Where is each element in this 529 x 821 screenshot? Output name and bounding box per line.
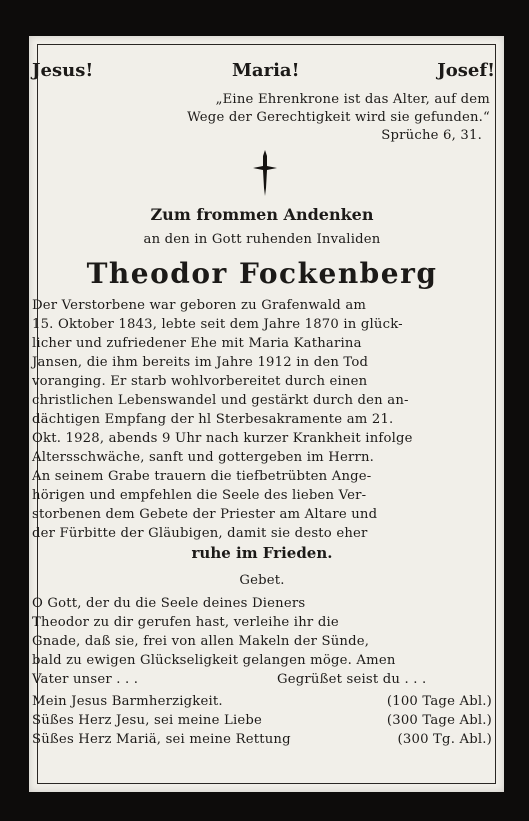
header-jesus: Jesus! bbox=[32, 60, 94, 81]
bio-line: An seinem Grabe trauern die tiefbetrübten Ange- bbox=[32, 469, 372, 484]
bio-line: christlichen Lebenswandel und gestärkt durch den an- bbox=[32, 393, 409, 408]
quote-line-1: „Eine Ehrenkrone ist das Alter, auf dem bbox=[215, 92, 490, 107]
cross-icon bbox=[250, 150, 280, 196]
deceased-name: Theodor Fockenberg bbox=[86, 257, 438, 290]
vater-unser: Vater unser . . . bbox=[32, 672, 139, 687]
bio-line: Altersschwäche, sanft und gottergeben im Herrn. bbox=[32, 450, 375, 465]
indulgence-text: Süßes Herz Jesu, sei meine Liebe bbox=[32, 713, 263, 728]
header-maria: Maria! bbox=[232, 60, 300, 81]
heading: Zum frommen Andenken bbox=[150, 205, 374, 224]
gebet-line: Gnade, daß sie, frei von allen Makeln der Sünde, bbox=[32, 634, 370, 649]
indulgence-text: Süßes Herz Mariä, sei meine Rettung bbox=[32, 732, 291, 747]
indulgence-days: (300 Tg. Abl.) bbox=[397, 732, 492, 747]
indulgence-row bbox=[32, 713, 492, 728]
quote-line-2: Wege der Gerechtigkeit wird sie gefunden.“ bbox=[187, 110, 490, 125]
bio-line: Der Verstorbene war geboren zu Grafenwald am bbox=[32, 298, 367, 313]
rest-in-peace: ruhe im Frieden. bbox=[191, 544, 333, 562]
gebet-title: Gebet. bbox=[239, 573, 285, 588]
bio-line: licher und zufriedener Ehe mit Maria Katharina bbox=[32, 336, 362, 351]
bio-line: Okt. 1928, abends 9 Uhr nach kurzer Krankheit infolge bbox=[32, 431, 413, 446]
bio-line: storbenen dem Gebete der Priester am Altare und bbox=[32, 507, 378, 522]
gebet-line: Theodor zu dir gerufen hast, verleihe ihr die bbox=[32, 615, 339, 630]
bio-line: der Fürbitte der Gläubigen, damit sie desto eher bbox=[32, 526, 368, 541]
quote-source: Sprüche 6, 31. bbox=[381, 128, 482, 143]
bio-line: voranging. Er starb wohlvorbereitet durch einen bbox=[32, 374, 368, 389]
indulgence-row bbox=[32, 732, 492, 747]
header-josef: Josef! bbox=[437, 60, 495, 81]
gebet-line: bald zu ewigen Glückseligkeit gelangen möge. Amen bbox=[32, 653, 396, 668]
bio-line: hörigen und empfehlen die Seele des lieben Ver- bbox=[32, 488, 367, 503]
bio-line: 15. Oktober 1843, lebte seit dem Jahre 1870 in glück- bbox=[32, 317, 403, 332]
indulgence-days: (100 Tage Abl.) bbox=[386, 694, 492, 709]
indulgence-row bbox=[32, 694, 492, 709]
bio-line: dächtigen Empfang der hl Sterbesakramente am 21. bbox=[32, 412, 394, 427]
indulgence-days: (300 Tage Abl.) bbox=[386, 713, 492, 728]
gegruesst: Gegrüßet seist du . . . bbox=[277, 672, 427, 687]
indulgence-text: Mein Jesus Barmherzigkeit. bbox=[32, 694, 223, 709]
gebet-line: O Gott, der du die Seele deines Dieners bbox=[32, 596, 306, 611]
bio-line: Jansen, die ihm bereits im Jahre 1912 in den Tod bbox=[32, 355, 369, 370]
subheading: an den in Gott ruhenden Invaliden bbox=[143, 232, 381, 247]
